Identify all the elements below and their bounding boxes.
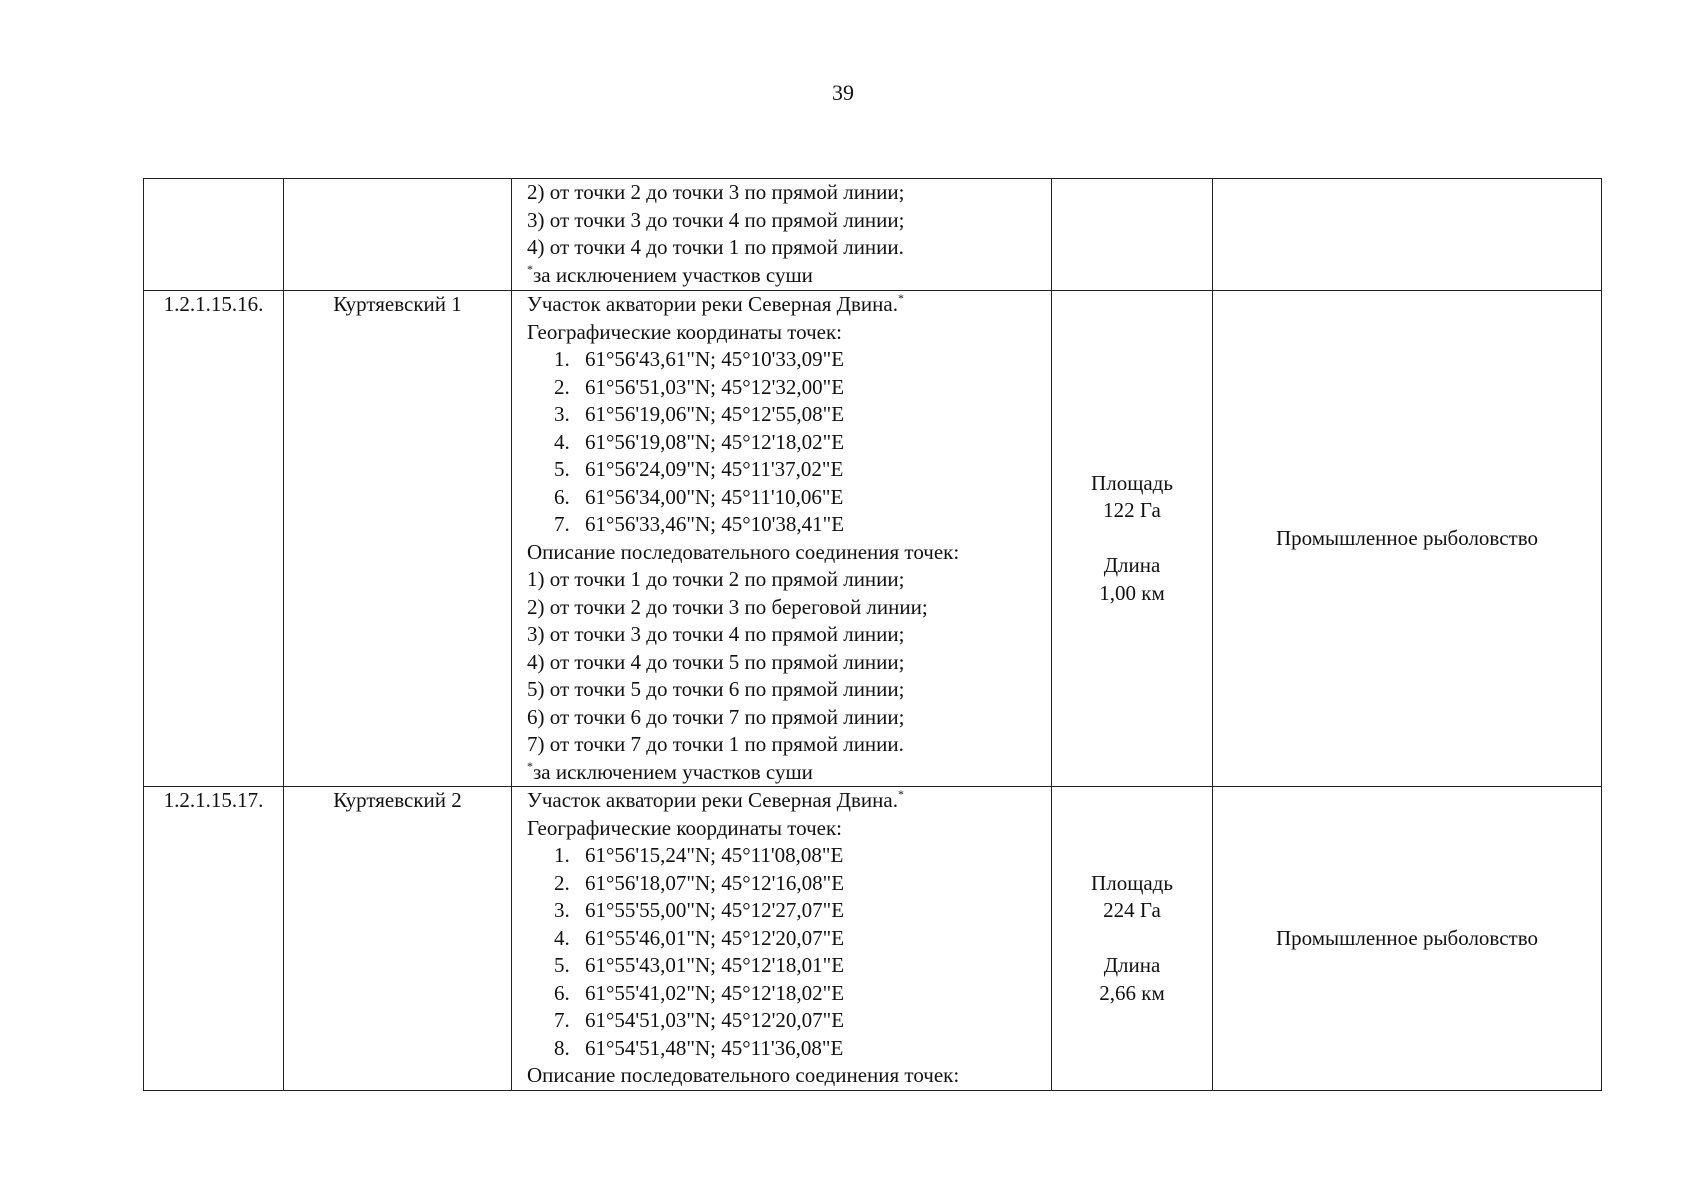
point-item: 2. 61°56'18,07"N; 45°12'16,08"E xyxy=(554,870,845,895)
cell-description xyxy=(512,291,1052,787)
connection-line: 4) от точки 4 до точки 1 по прямой линии. xyxy=(527,235,904,259)
area-title: Участок акватории реки Северная Двина.* xyxy=(527,787,904,812)
point-item: 1. 61°56'15,24"N; 45°11'08,08"E xyxy=(554,843,844,867)
point-item: 7. 61°54'51,03"N; 45°12'20,07"E xyxy=(554,1008,845,1032)
footnote-text: за исключением участков суши xyxy=(533,262,813,287)
point-item: 4. 61°55'46,01"N; 45°12'20,07"E xyxy=(554,925,845,950)
length-label: Длина xyxy=(1103,953,1161,977)
connection-line: 3) от точки 3 до точки 4 по прямой линии; xyxy=(527,207,905,232)
footnote-mark: * xyxy=(527,261,533,276)
table-row-kurtyaevsky-1 xyxy=(144,291,1602,787)
table-row-kurtyaevsky-2 xyxy=(144,787,1602,1091)
fishing-areas-table xyxy=(143,178,1602,1091)
cell-params xyxy=(1052,291,1213,787)
area-title: Участок акватории реки Северная Двина.* xyxy=(527,291,904,316)
connection-line: 6) от точки 6 до точки 7 по прямой линии; xyxy=(527,704,905,729)
cell-purpose: Промышленное рыболовство xyxy=(1213,291,1602,787)
cell-name-empty xyxy=(284,179,512,291)
cell-purpose: Промышленное рыболовство xyxy=(1213,787,1602,1091)
point-item: 2. 61°56'51,03"N; 45°12'32,00"E xyxy=(554,374,845,399)
connection-line: 7) от точки 7 до точки 1 по прямой линии. xyxy=(527,732,904,756)
cell-number: 1.2.1.15.16. xyxy=(144,291,284,787)
cell-description xyxy=(512,787,1052,1091)
length-value: 2,66 км xyxy=(1099,980,1165,1005)
connection-line: 1) от точки 1 до точки 2 по прямой линии; xyxy=(527,567,905,591)
cell-number: 1.2.1.15.17. xyxy=(144,787,284,1091)
footnote-text: за исключением участков суши xyxy=(533,759,813,784)
cell-description-continuation xyxy=(512,179,1052,291)
connection-line: 5) от точки 5 до точки 6 по прямой линии; xyxy=(527,677,905,701)
footnote-mark: * xyxy=(897,787,904,801)
footnote-line xyxy=(527,262,1051,290)
coords-label: Географические координаты точек: xyxy=(527,815,842,840)
connection-line: 3) от точки 3 до точки 4 по прямой линии; xyxy=(527,622,905,646)
cell-name: Куртяевский 1 xyxy=(284,291,512,787)
cell-number-empty xyxy=(144,179,284,291)
table-row-continuation xyxy=(144,179,1602,291)
point-item: 8. 61°54'51,48"N; 45°11'36,08"E xyxy=(554,1035,844,1060)
area-label: Площадь xyxy=(1091,470,1173,495)
footnote-mark: * xyxy=(897,291,904,305)
cell-purpose-empty xyxy=(1213,179,1602,291)
point-item: 6. 61°55'41,02"N; 45°12'18,02"E xyxy=(554,980,845,1005)
connection-label: Описание последовательного соединения точек: xyxy=(527,1063,960,1087)
connection-line: 2) от точки 2 до точки 3 по береговой линии; xyxy=(527,594,928,619)
cell-params-empty xyxy=(1052,179,1213,291)
connection-line: 4) от точки 4 до точки 5 по прямой линии; xyxy=(527,649,905,674)
point-item: 4. 61°56'19,08"N; 45°12'18,02"E xyxy=(554,429,845,454)
connection-line: 2) от точки 2 до точки 3 по прямой линии; xyxy=(527,180,905,204)
area-value: 122 Га xyxy=(1103,498,1161,523)
footnote-line xyxy=(527,759,1051,787)
point-item: 5. 61°56'24,09"N; 45°11'37,02"E xyxy=(554,457,844,481)
length-label: Длина xyxy=(1103,553,1161,578)
footnote-mark: * xyxy=(527,758,533,773)
length-value: 1,00 км xyxy=(1099,580,1165,605)
cell-name: Куртяевский 2 xyxy=(284,787,512,1091)
point-item: 3. 61°55'55,00"N; 45°12'27,07"E xyxy=(554,898,845,922)
point-item: 3. 61°56'19,06"N; 45°12'55,08"E xyxy=(554,402,845,426)
page-number: 39 xyxy=(832,80,854,105)
point-item: 1. 61°56'43,61"N; 45°10'33,09"E xyxy=(554,347,845,371)
cell-params xyxy=(1052,787,1213,1091)
point-item: 7. 61°56'33,46"N; 45°10'38,41"E xyxy=(554,512,845,536)
point-item: 5. 61°55'43,01"N; 45°12'18,01"E xyxy=(554,953,845,977)
area-label: Площадь xyxy=(1091,870,1173,895)
point-item: 6. 61°56'34,00"N; 45°11'10,06"E xyxy=(554,484,844,509)
area-value: 224 Га xyxy=(1103,898,1161,922)
coords-label: Географические координаты точек: xyxy=(527,319,842,344)
connection-label: Описание последовательного соединения точек: xyxy=(527,539,960,564)
